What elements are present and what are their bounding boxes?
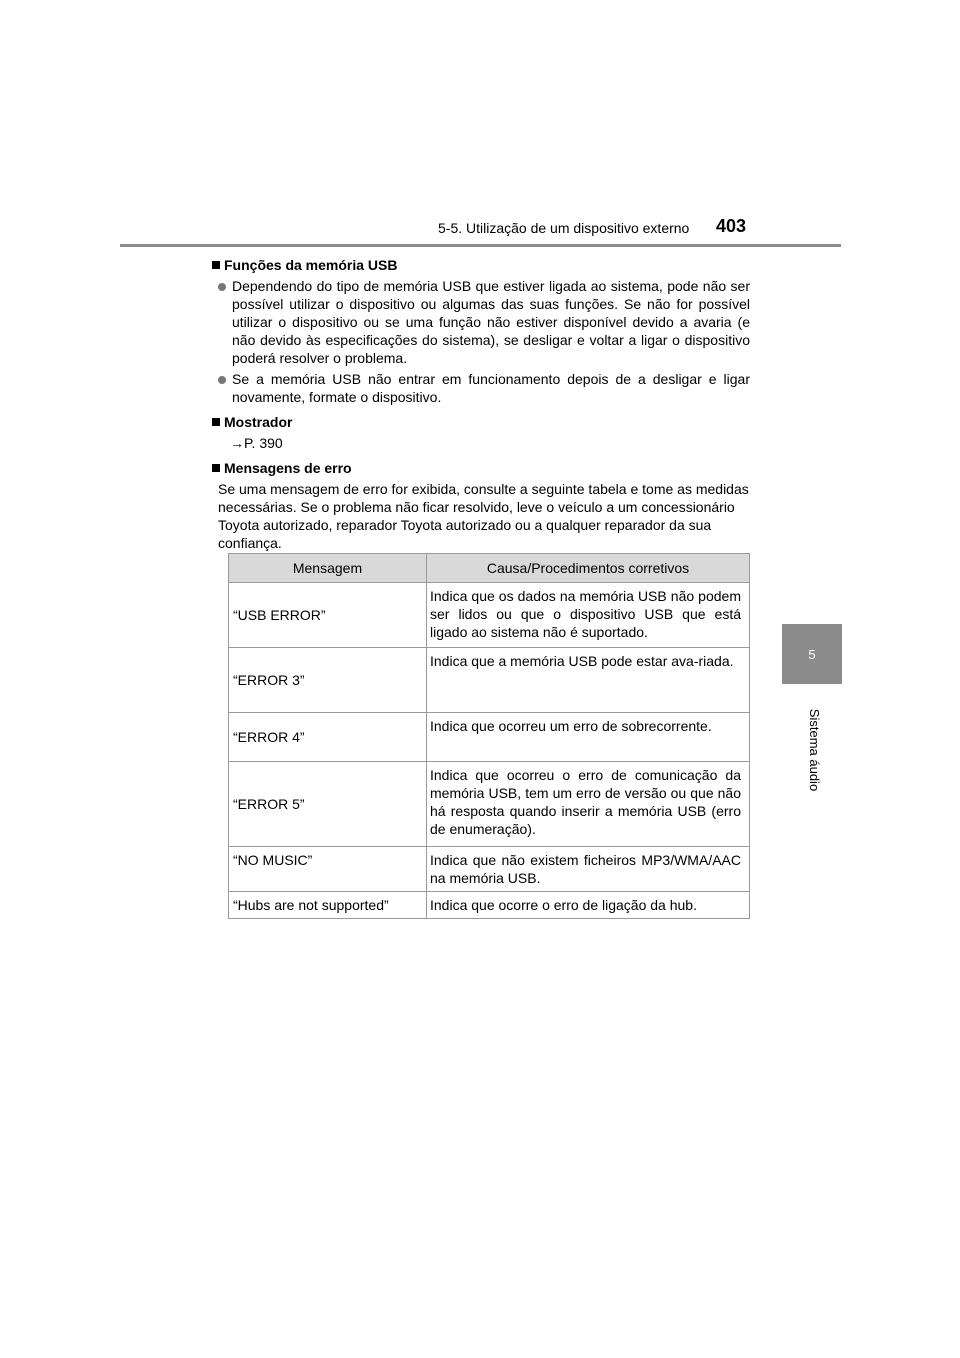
error-table bbox=[228, 553, 750, 919]
list-item: Dependendo do tipo de memória USB que estiver ligada ao sistema, pode não ser possível utilizar o dispositivo ou algumas das suas funções. Se não for possível utilizar o dispositivo ou se uma função não estiver disponível devido a avaria (e não devido às especificações do sistema), se desligar e voltar a ligar o dispositivo poderá resolver o problema. bbox=[218, 277, 750, 367]
errors-intro: Se uma mensagem de erro for exibida, consulte a seguinte tabela e tome as medidas necessárias. Se o problema não ficar resolvido, leve o veículo a um concessionário Toyota autorizado, reparador Toyota autorizado ou a qualquer reparador da sua confiança. bbox=[218, 481, 749, 551]
table-row: “USB ERROR” Indica que os dados na memória USB não podem ser lidos ou que o dispositivo USB que está ligado ao sistema não é suportado. bbox=[229, 583, 750, 648]
round-bullet-icon bbox=[218, 376, 226, 384]
square-bullet-icon bbox=[212, 261, 220, 269]
column-header: Mensagem bbox=[229, 554, 427, 583]
square-bullet-icon bbox=[212, 464, 220, 472]
table-row: “ERROR 3” Indica que a memória USB pode estar ava-riada. bbox=[229, 648, 750, 713]
table-row: “ERROR 5” Indica que ocorreu o erro de comunicação da memória USB, tem um erro de versão ou que não há resposta quando inserir a memória USB (erro de enumeração). bbox=[229, 762, 750, 847]
table-row: “ERROR 4” Indica que ocorreu um erro de sobrecorrente. bbox=[229, 713, 750, 762]
table-row: “Hubs are not supported” Indica que ocorre o erro de ligação da hub. bbox=[229, 892, 750, 919]
round-bullet-icon bbox=[218, 283, 226, 291]
page-content bbox=[212, 256, 750, 552]
page-reference: →P. 390 bbox=[230, 435, 283, 451]
chapter-number: 5 bbox=[808, 646, 816, 662]
section-heading: Mensagens de erro bbox=[212, 459, 750, 477]
column-header: Causa/Procedimentos corretivos bbox=[427, 554, 750, 583]
header-divider bbox=[120, 244, 841, 247]
square-bullet-icon bbox=[212, 418, 220, 426]
chapter-tab bbox=[782, 624, 842, 684]
section-heading: Funções da memória USB bbox=[212, 256, 750, 274]
chapter-label: Sistema áudio bbox=[807, 708, 822, 792]
page-number: 403 bbox=[716, 216, 747, 236]
section-heading: Mostrador bbox=[212, 413, 750, 431]
section-title: 5-5. Utilização de um dispositivo externo bbox=[438, 220, 690, 236]
table-row: “NO MUSIC” Indica que não existem ficheiros MP3/WMA/AAC na memória USB. bbox=[229, 847, 750, 892]
list-item: Se a memória USB não entrar em funcionamento depois de a desligar e ligar novamente, formate o dispositivo. bbox=[218, 370, 750, 406]
